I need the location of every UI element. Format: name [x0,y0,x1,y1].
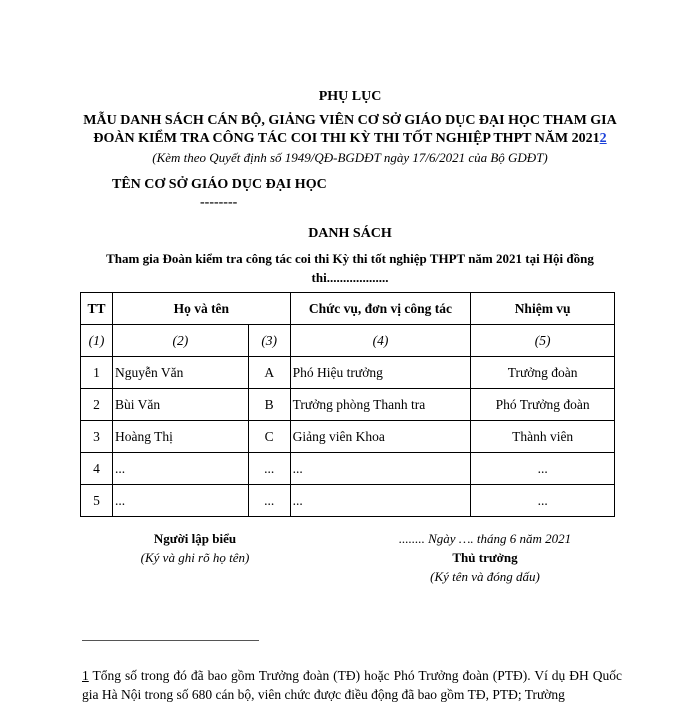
header-position: Chức vụ, đơn vị công tác [290,293,471,325]
colnum-2: (2) [112,325,248,357]
cell-position: Giảng viên Khoa [290,421,471,453]
cell-tt: 3 [81,421,113,453]
cell-given-name: C [248,421,290,453]
staff-table [80,292,615,517]
cell-duty: ... [471,453,615,485]
cell-given-name: B [248,389,290,421]
table-row [81,357,615,389]
footnote [82,666,622,704]
title-line-2-text: ĐOÀN KIỂM TRA CÔNG TÁC COI THI KỲ THI TỐT NGHIỆP THPT NĂM 2021 [93,131,600,146]
decision-subtitle: (Kèm theo Quyết định số 1949/QĐ-BGDĐT ngày 17/6/2021 của Bộ GDĐT) [152,150,548,165]
cell-duty: ... [471,485,615,517]
colnum-1: (1) [81,325,113,357]
title-line-2 [0,131,700,147]
colnum-3: (3) [248,325,290,357]
footnote-number: 1 [82,668,89,683]
cell-tt: 1 [81,357,113,389]
date-line: ........ Ngày …. tháng 6 năm 2021 [398,531,572,546]
cell-duty: Trưởng đoàn [471,357,615,389]
table-row [81,453,615,485]
table-row [81,421,615,453]
footnote-separator [82,640,259,641]
cell-given-name: ... [248,453,290,485]
cell-position: Trưởng phòng Thanh tra [290,389,471,421]
cell-position: ... [290,485,471,517]
title-line-1: MẪU DANH SÁCH CÁN BỘ, GIẢNG VIÊN CƠ SỞ GIÁO DỤC ĐẠI HỌC THAM GIA [83,113,617,128]
cell-position: ... [290,453,471,485]
header-duty: Nhiệm vụ [471,293,615,325]
colnum-5: (5) [471,325,615,357]
cell-name: Bùi Văn [112,389,248,421]
cell-tt: 2 [81,389,113,421]
head-note: (Ký tên và đóng dấu) [430,569,540,584]
cell-duty: Phó Trưởng đoàn [471,389,615,421]
preparer-note: (Ký và ghi rõ họ tên) [140,550,250,565]
table-row [81,389,615,421]
institution-dashes: -------- [200,195,238,210]
preparer-title: Người lập biểu [153,531,237,546]
header-name: Họ và tên [112,293,290,325]
institution-label: TÊN CƠ SỞ GIÁO DỤC ĐẠI HỌC [112,177,327,192]
cell-tt: 5 [81,485,113,517]
cell-given-name: A [248,357,290,389]
appendix-title: PHỤ LỤC [318,89,382,104]
cell-position: Phó Hiệu trưởng [290,357,471,389]
table-row [81,485,615,517]
colnum-4: (4) [290,325,471,357]
table-colnum-row [81,325,615,357]
cell-name: Nguyễn Văn [112,357,248,389]
list-desc-line-2: thi................... [311,270,389,285]
footnote-ref-link[interactable]: 2 [599,131,607,146]
list-title: DANH SÁCH [308,226,392,241]
list-desc-line-1: Tham gia Đoàn kiểm tra công tác coi thi Kỳ thi tốt nghiệp THPT năm 2021 tại Hội đồng [106,251,594,266]
head-title: Thủ trưởng [452,550,518,565]
cell-name: ... [112,485,248,517]
cell-duty: Thành viên [471,421,615,453]
cell-tt: 4 [81,453,113,485]
header-tt: TT [81,293,113,325]
cell-name: ... [112,453,248,485]
footnote-text: Tổng số trong đó đã bao gồm Trưởng đoàn (TĐ) hoặc Phó Trưởng đoàn (PTĐ). Ví dụ ĐH Quốc gia Hà Nội trong số 680 cán bộ, viên chức được điều động đã bao gồm TĐ, PTĐ; Trường [82,668,622,702]
table-header-row [81,293,615,325]
cell-name: Hoàng Thị [112,421,248,453]
cell-given-name: ... [248,485,290,517]
